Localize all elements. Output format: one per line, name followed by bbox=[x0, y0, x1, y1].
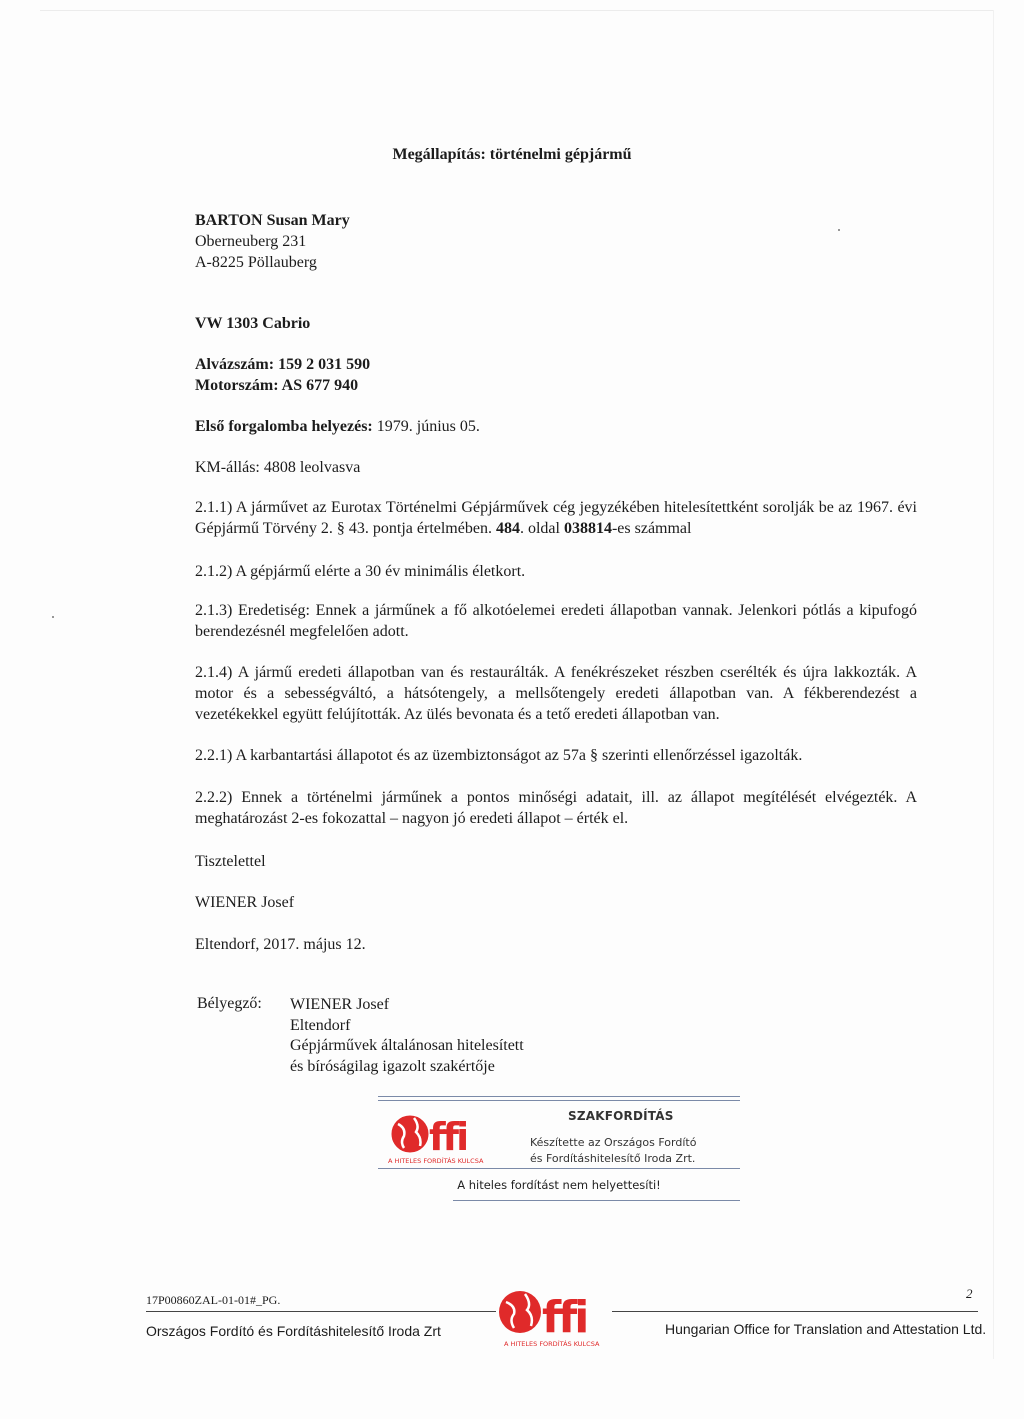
logo-tagline: A HITELES FORDÍTÁS KULCSA bbox=[388, 1157, 484, 1165]
offi-logo-icon bbox=[386, 1106, 496, 1166]
owner-name: BARTON Susan Mary bbox=[195, 212, 350, 229]
paragraph-2-1-4: 2.1.4) A jármű eredeti állapotban van és restaurálták. A fenékrészeket részben cserélték és újra lakkozták. A motor és a sebességváltó, a hátsótengely, a mellsőtengely eredeti állapotban van. A fékberendezést a vezetékekkel együtt felújították. Az ülés bevonata és a tető eredeti állapotban van. bbox=[195, 664, 917, 723]
owner-street: Oberneuberg 231 bbox=[195, 233, 307, 250]
owner-city: A-8225 Pöllauberg bbox=[195, 254, 317, 271]
scan-right-edge bbox=[993, 10, 994, 1359]
register-number: 038814 bbox=[563, 520, 612, 537]
owner-block bbox=[195, 210, 350, 273]
footer-org-english: Hungarian Office for Translation and Attestation Ltd. bbox=[665, 1321, 987, 1337]
register-suffix: -es számmal bbox=[611, 520, 692, 537]
document-title: Megállapítás: történelmi gépjármű bbox=[392, 146, 632, 163]
footer-offi-logo-icon bbox=[494, 1282, 614, 1350]
first-registration-row bbox=[195, 416, 480, 437]
footer-logo-tagline: A HITELES FORDÍTÁS KULCSA bbox=[504, 1340, 600, 1348]
chassis-label: Alvázszám: bbox=[195, 356, 275, 373]
signer-name: WIENER Josef bbox=[195, 894, 295, 911]
stamp-line: Gépjárművek általánosan hitelesített bbox=[290, 1037, 524, 1054]
km-reading: KM-állás: 4808 leolvasva bbox=[195, 459, 361, 476]
scan-speck bbox=[52, 616, 54, 618]
certification-line: és Fordításhitelesítő Iroda Zrt. bbox=[530, 1152, 696, 1165]
closing-greeting: Tisztelettel bbox=[195, 853, 266, 870]
engine-number: AS 677 940 bbox=[281, 377, 359, 394]
paragraph-2-1-2: 2.1.2) A gépjármű elérte a 30 év minimális életkort. bbox=[195, 563, 526, 580]
scan-speck bbox=[838, 229, 840, 231]
paragraph-2-2-2: 2.2.2) Ennek a történelmi járműnek a pontos minőségi adatait, ill. az állapot megítélését elvégezték. A meghatározást 2-es fokozattal – nagyon jó eredeti állapot – érték el. bbox=[195, 789, 917, 827]
paragraph-2-2-1: 2.2.1) A karbantartási állapotot és az üzembiztonságot az 57a § szerinti ellenőrzéssel igazolták. bbox=[195, 747, 803, 764]
certification-top-rule bbox=[378, 1096, 740, 1101]
stamp-text bbox=[290, 995, 524, 1077]
place-date: Eltendorf, 2017. május 12. bbox=[195, 936, 366, 953]
scan-top-edge bbox=[40, 10, 994, 11]
stamp-label: Bélyegző: bbox=[197, 995, 262, 1012]
certification-line: Készítette az Országos Fordító bbox=[530, 1136, 697, 1149]
stamp-line: Eltendorf bbox=[290, 1016, 351, 1034]
stamp-line: WIENER Josef bbox=[290, 996, 390, 1013]
stamp-line: és bíróságilag igazolt szakértője bbox=[290, 1057, 495, 1075]
paragraph-2-1-1: 2.1.1) A járművet az Eurotax Történelmi Gépjárművek cég jegyzékében hitelesítettként sorolják be az 1967. évi Gépjármű Törvény 2. § 43. pontja értelmében. 484. oldal 038814-es számmal bbox=[195, 499, 917, 537]
certification-note: A hiteles fordítást nem helyettesíti! bbox=[457, 1178, 661, 1192]
engine-label: Motorszám: bbox=[195, 377, 279, 394]
certification-bottom-rule bbox=[453, 1200, 740, 1201]
svg-text:ffi: ffi bbox=[542, 1292, 587, 1343]
engine-row bbox=[195, 375, 370, 396]
certification-stamp bbox=[378, 1096, 740, 1201]
footer-rule-left bbox=[146, 1311, 496, 1312]
register-page-word: oldal bbox=[527, 520, 560, 537]
first-registration-label: Első forgalomba helyezés: bbox=[195, 418, 373, 435]
certification-mid-rule bbox=[378, 1168, 740, 1169]
paragraph-2-1-3: 2.1.3) Eredetiség: Ennek a járműnek a fő alkotóelemei eredeti állapotban vannak. Jelenkori pótlás a kipufogó berendezésnél megfelelően adott. bbox=[195, 602, 917, 640]
footer-rule-right bbox=[612, 1311, 978, 1312]
svg-text:ffi: ffi bbox=[429, 1115, 467, 1159]
first-registration-date: 1979. június 05. bbox=[376, 418, 480, 435]
vehicle-ids bbox=[195, 354, 370, 396]
certification-title: SZAKFORDÍTÁS bbox=[568, 1109, 674, 1123]
paragraph-2-1-1-text: 2.1.1) A járművet az Eurotax Történelmi Gépjárművek cég jegyzékében hitelesítettként sorolják be az 1967. évi Gépjármű Törvény 2. § 43. pontja értelmében. bbox=[195, 499, 917, 537]
register-page: 484 bbox=[495, 520, 520, 537]
vehicle-model: VW 1303 Cabrio bbox=[195, 315, 311, 332]
document-code: 17P00860ZAL-01-01#_PG. bbox=[146, 1293, 281, 1307]
chassis-row bbox=[195, 354, 370, 375]
chassis-number: 159 2 031 590 bbox=[278, 356, 371, 373]
page-number: 2 bbox=[966, 1286, 973, 1301]
footer-org-hungarian: Országos Fordító és Fordításhitelesítő Iroda Zrt bbox=[146, 1323, 441, 1339]
